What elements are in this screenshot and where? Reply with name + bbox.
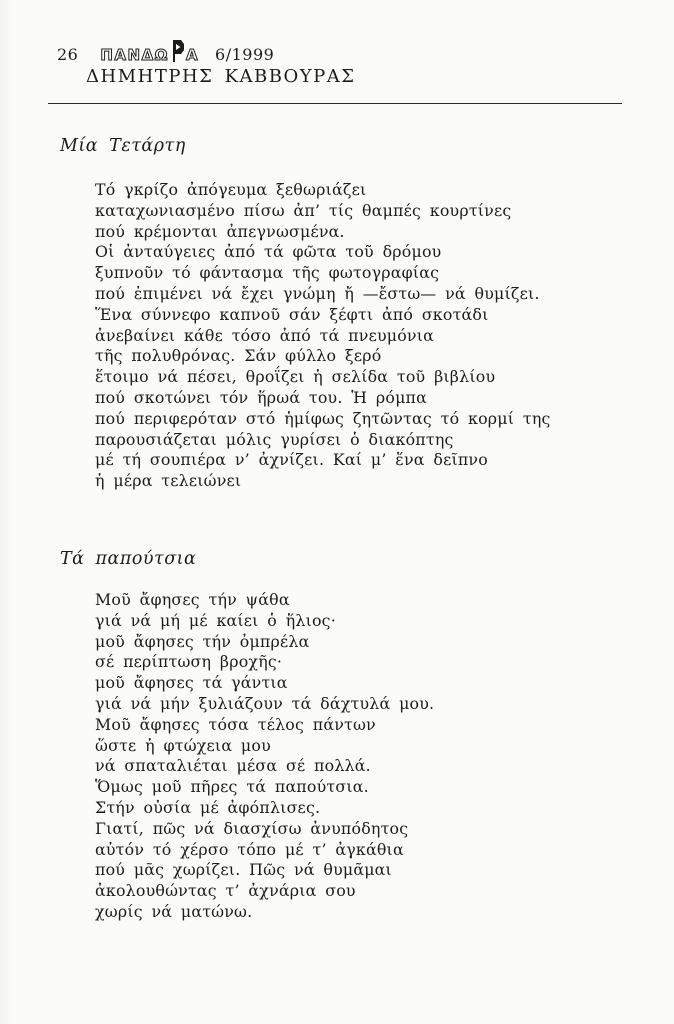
poem-line: Γιατί, πῶς νά διασχίσω ἀνυπόδητος (95, 818, 409, 838)
poem-line: Στήν οὐσία μέ ἀφόπλισες. (95, 797, 321, 817)
poem-line: πού σκοτώνει τόν ἥρωά του. Ἡ ρόμπα (95, 387, 428, 407)
poem-line: ἕτοιμο νά πέσει, θροΐζει ἡ σελίδα τοῦ βιβλίου (95, 367, 496, 387)
poem-title-mia-tetarti: Μία Τετάρτη (60, 136, 186, 156)
poem-body-ta-papoutsia (95, 590, 434, 923)
poem-line: μοῦ ἄφησες τήν ὀμπρέλα (95, 631, 310, 651)
pandora-emblem-icon (170, 39, 185, 67)
magazine-header (57, 36, 274, 64)
poem-line: ἡ μέρα τελειώνει (95, 471, 242, 491)
poem-line: παρουσιάζεται μόλις γυρίσει ὁ διακόπτης (95, 429, 454, 449)
author-name: ΔΗΜΗΤΡΗΣ ΚΑΒΒΟΥΡΑΣ (86, 66, 356, 87)
poem-line: πού μᾶς χωρίζει. Πῶς νά θυμᾶμαι (95, 860, 392, 880)
magazine-logo (100, 36, 199, 64)
poem-line: ἀνεβαίνει κάθε τόσο ἀπό τά πνευμόνια (95, 325, 434, 345)
poem-line: Τό γκρίζο ἀπόγευμα ξεθωριάζει (95, 180, 367, 199)
poem-line: Μοῦ ἄφησες τόσα τέλος πάντων (95, 714, 376, 734)
poem-body-mia-tetarti (95, 180, 551, 492)
poem-line: μέ τή σουπιέρα ν’ ἀχνίζει. Καί μ’ ἕνα δεῖπνο (95, 450, 488, 470)
header-rule (48, 103, 622, 104)
poem-line: ἀκολουθώντας τ’ ἀχνάρια σου (95, 881, 356, 901)
poem-line: σέ περίπτωση βροχῆς· (95, 652, 283, 672)
poem-line: γιά νά μήν ξυλιάζουν τά δάχτυλά μου. (95, 693, 435, 713)
poem-line: ὥστε ἡ φτώχεια μου (95, 735, 271, 755)
poem-title-ta-papoutsia: Τά παπούτσια (60, 549, 197, 569)
poem-line: πού κρέμονται ἀπεγνωσμένα. (95, 221, 345, 241)
poem-line: καταχωνιασμένο πίσω ἀπ’ τίς θαμπές κουρτίνες (95, 200, 512, 220)
poem-line: πού ἐπιμένει νά ἔχει γνώμη ἤ —ἔστω— νά θυμίζει. (95, 283, 540, 303)
page-number: 26 (57, 45, 79, 64)
poem-line: Ἕνα σύννεφο καπνοῦ σάν ξέφτι ἀπό σκοτάδι (95, 304, 489, 324)
poem-line: ξυπνοῦν τό φάντασμα τῆς φωτογραφίας (95, 263, 440, 283)
issue-number: 6/1999 (215, 45, 275, 64)
logo-text-suffix: Α (185, 46, 200, 64)
logo-text-prefix: ΠΑΝΔΩ (100, 46, 169, 64)
poem-line: πού περιφερόταν στό ἡμίφως ζητῶντας τό κορμί της (95, 408, 551, 428)
poem-line: αὐτόν τό χέρσο τόπο μέ τ’ ἀγκάθια (95, 839, 404, 859)
poem-line: τῆς πολυθρόνας. Σάν φύλλο ξερό (95, 346, 382, 366)
poem-line: Ὅμως μοῦ πῆρες τά παπούτσια. (95, 777, 369, 797)
poem-line: νά σπαταλιέται μέσα σέ πολλά. (95, 756, 371, 776)
poem-line: χωρίς νά ματώνω. (95, 901, 253, 921)
poem-line: γιά νά μή μέ καίει ὁ ἥλιος· (95, 610, 336, 630)
poem-line: Μοῦ ἄφησες τήν ψάθα (95, 590, 290, 609)
poem-line: μοῦ ἄφησες τά γάντια (95, 673, 288, 693)
poem-line: Οἱ ἀνταύγειες ἀπό τά φῶτα τοῦ δρόμου (95, 242, 442, 262)
